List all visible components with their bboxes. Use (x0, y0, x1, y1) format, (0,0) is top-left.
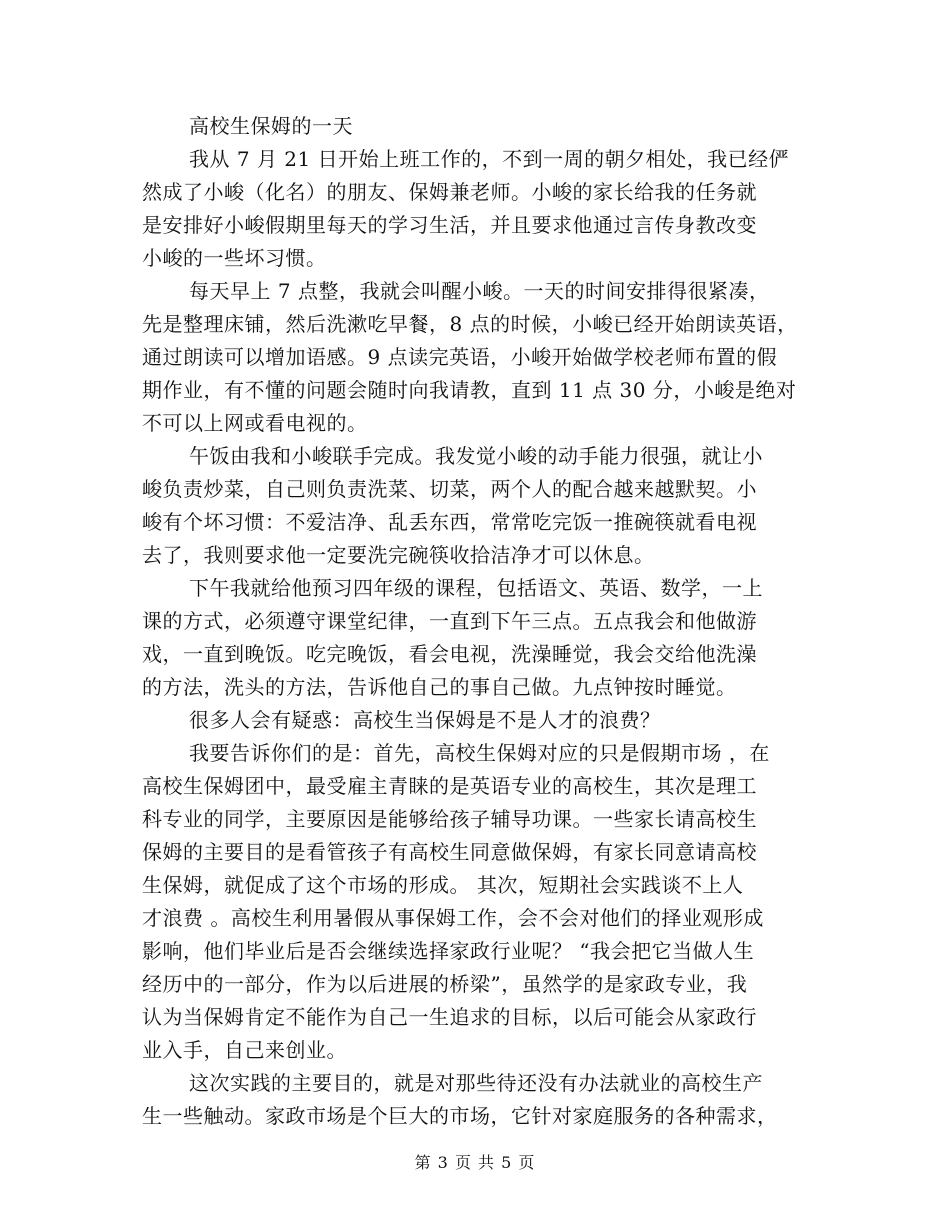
body-line: 是安排好小峻假期里每天的学习生活，并且要求他通过言传身教改变 (142, 213, 757, 237)
body-line: 很多人会有疑惑：高校生当保姆是不是人才的浪费？ (189, 708, 661, 732)
body-line: 戏，一直到晚饭。吃完晚饭，看会电视，洗澡睡觉，我会交给他洗澡 (142, 642, 757, 666)
page-number-footer: 第 3 页 共 5 页 (414, 1153, 536, 1172)
body-line: 才浪费 。高校生利用暑假从事保姆工作，会不会对他们的择业观形成 (142, 906, 764, 930)
body-line: 业入手，自己来创业。 (142, 1038, 347, 1062)
body-line: 然成了小峻（化名）的朋友、保姆兼老师。小峻的家长给我的任务就 (142, 180, 757, 204)
body-line: 我从 7 月 21 日开始上班工作的，不到一周的朝夕相处，我已经俨 (189, 147, 790, 171)
body-line: 通过朗读可以增加语感。9 点读完英语，小峻开始做学校老师布置的假 (142, 345, 778, 369)
body-line: 下午我就给他预习四年级的课程，包括语文、英语、数学，一上 (189, 576, 763, 600)
body-line: 期作业，有不懂的问题会随时向我请教，直到 11 点 30 分，小峻是绝对 (142, 378, 797, 402)
body-line: 的方法，洗头的方法，告诉他自己的事自己做。九点钟按时睡觉。 (142, 675, 737, 699)
body-line: 高校生保姆团中，最受雇主青睐的是英语专业的高校生，其次是理工 (142, 774, 757, 798)
body-line: 经历中的一部分，作为以后进展的桥梁”，虽然学的是家政专业，我 (142, 972, 748, 996)
body-line: 去了，我则要求他一定要洗完碗筷收拾洁净才可以休息。 (142, 543, 655, 567)
body-line: 生一些触动。家政市场是个巨大的市场，它针对家庭服务的各种需求， (142, 1104, 778, 1128)
body-line: 不可以上网或看电视的。 (142, 411, 368, 435)
body-line: 峻有个坏习惯：不爱洁净、乱丢东西，常常吃完饭一推碗筷就看电视 (142, 510, 757, 534)
body-line: 我要告诉你们的是：首先，高校生保姆对应的只是假期市场 ，在 (189, 741, 770, 765)
body-line: 保姆的主要目的是看管孩子有高校生同意做保姆，有家长同意请高校 (142, 840, 757, 864)
body-line: 这次实践的主要目的，就是对那些待还没有办法就业的高校生产 (189, 1071, 763, 1095)
body-line: 每天早上 7 点整，我就会叫醒小峻。一天的时间安排得很紧凑， (189, 279, 770, 303)
body-line: 小峻的一些坏习惯。 (142, 246, 327, 270)
body-line: 科专业的同学，主要原因是能够给孩子辅导功课。一些家长请高校生 (142, 807, 757, 831)
body-line: 先是整理床铺，然后洗漱吃早餐，8 点的时候，小峻已经开始朗读英语， (142, 312, 798, 336)
body-line: 生保姆，就促成了这个市场的形成。 其次，短期社会实践谈不上人 (142, 873, 744, 897)
body-line: 影响，他们毕业后是否会继续选择家政行业呢？ “我会把它当做人生 (142, 939, 755, 963)
article-title: 高校生保姆的一天 (189, 114, 353, 138)
body-line: 峻负责炒菜，自己则负责洗菜、切菜，两个人的配合越来越默契。小 (142, 477, 757, 501)
body-line: 课的方式，必须遵守课堂纪律，一直到下午三点。五点我会和他做游 (142, 609, 757, 633)
body-line: 认为当保姆肯定不能作为自己一生追求的目标，以后可能会从家政行 (142, 1005, 757, 1029)
body-line: 午饭由我和小峻联手完成。我发觉小峻的动手能力很强，就让小 (189, 444, 763, 468)
